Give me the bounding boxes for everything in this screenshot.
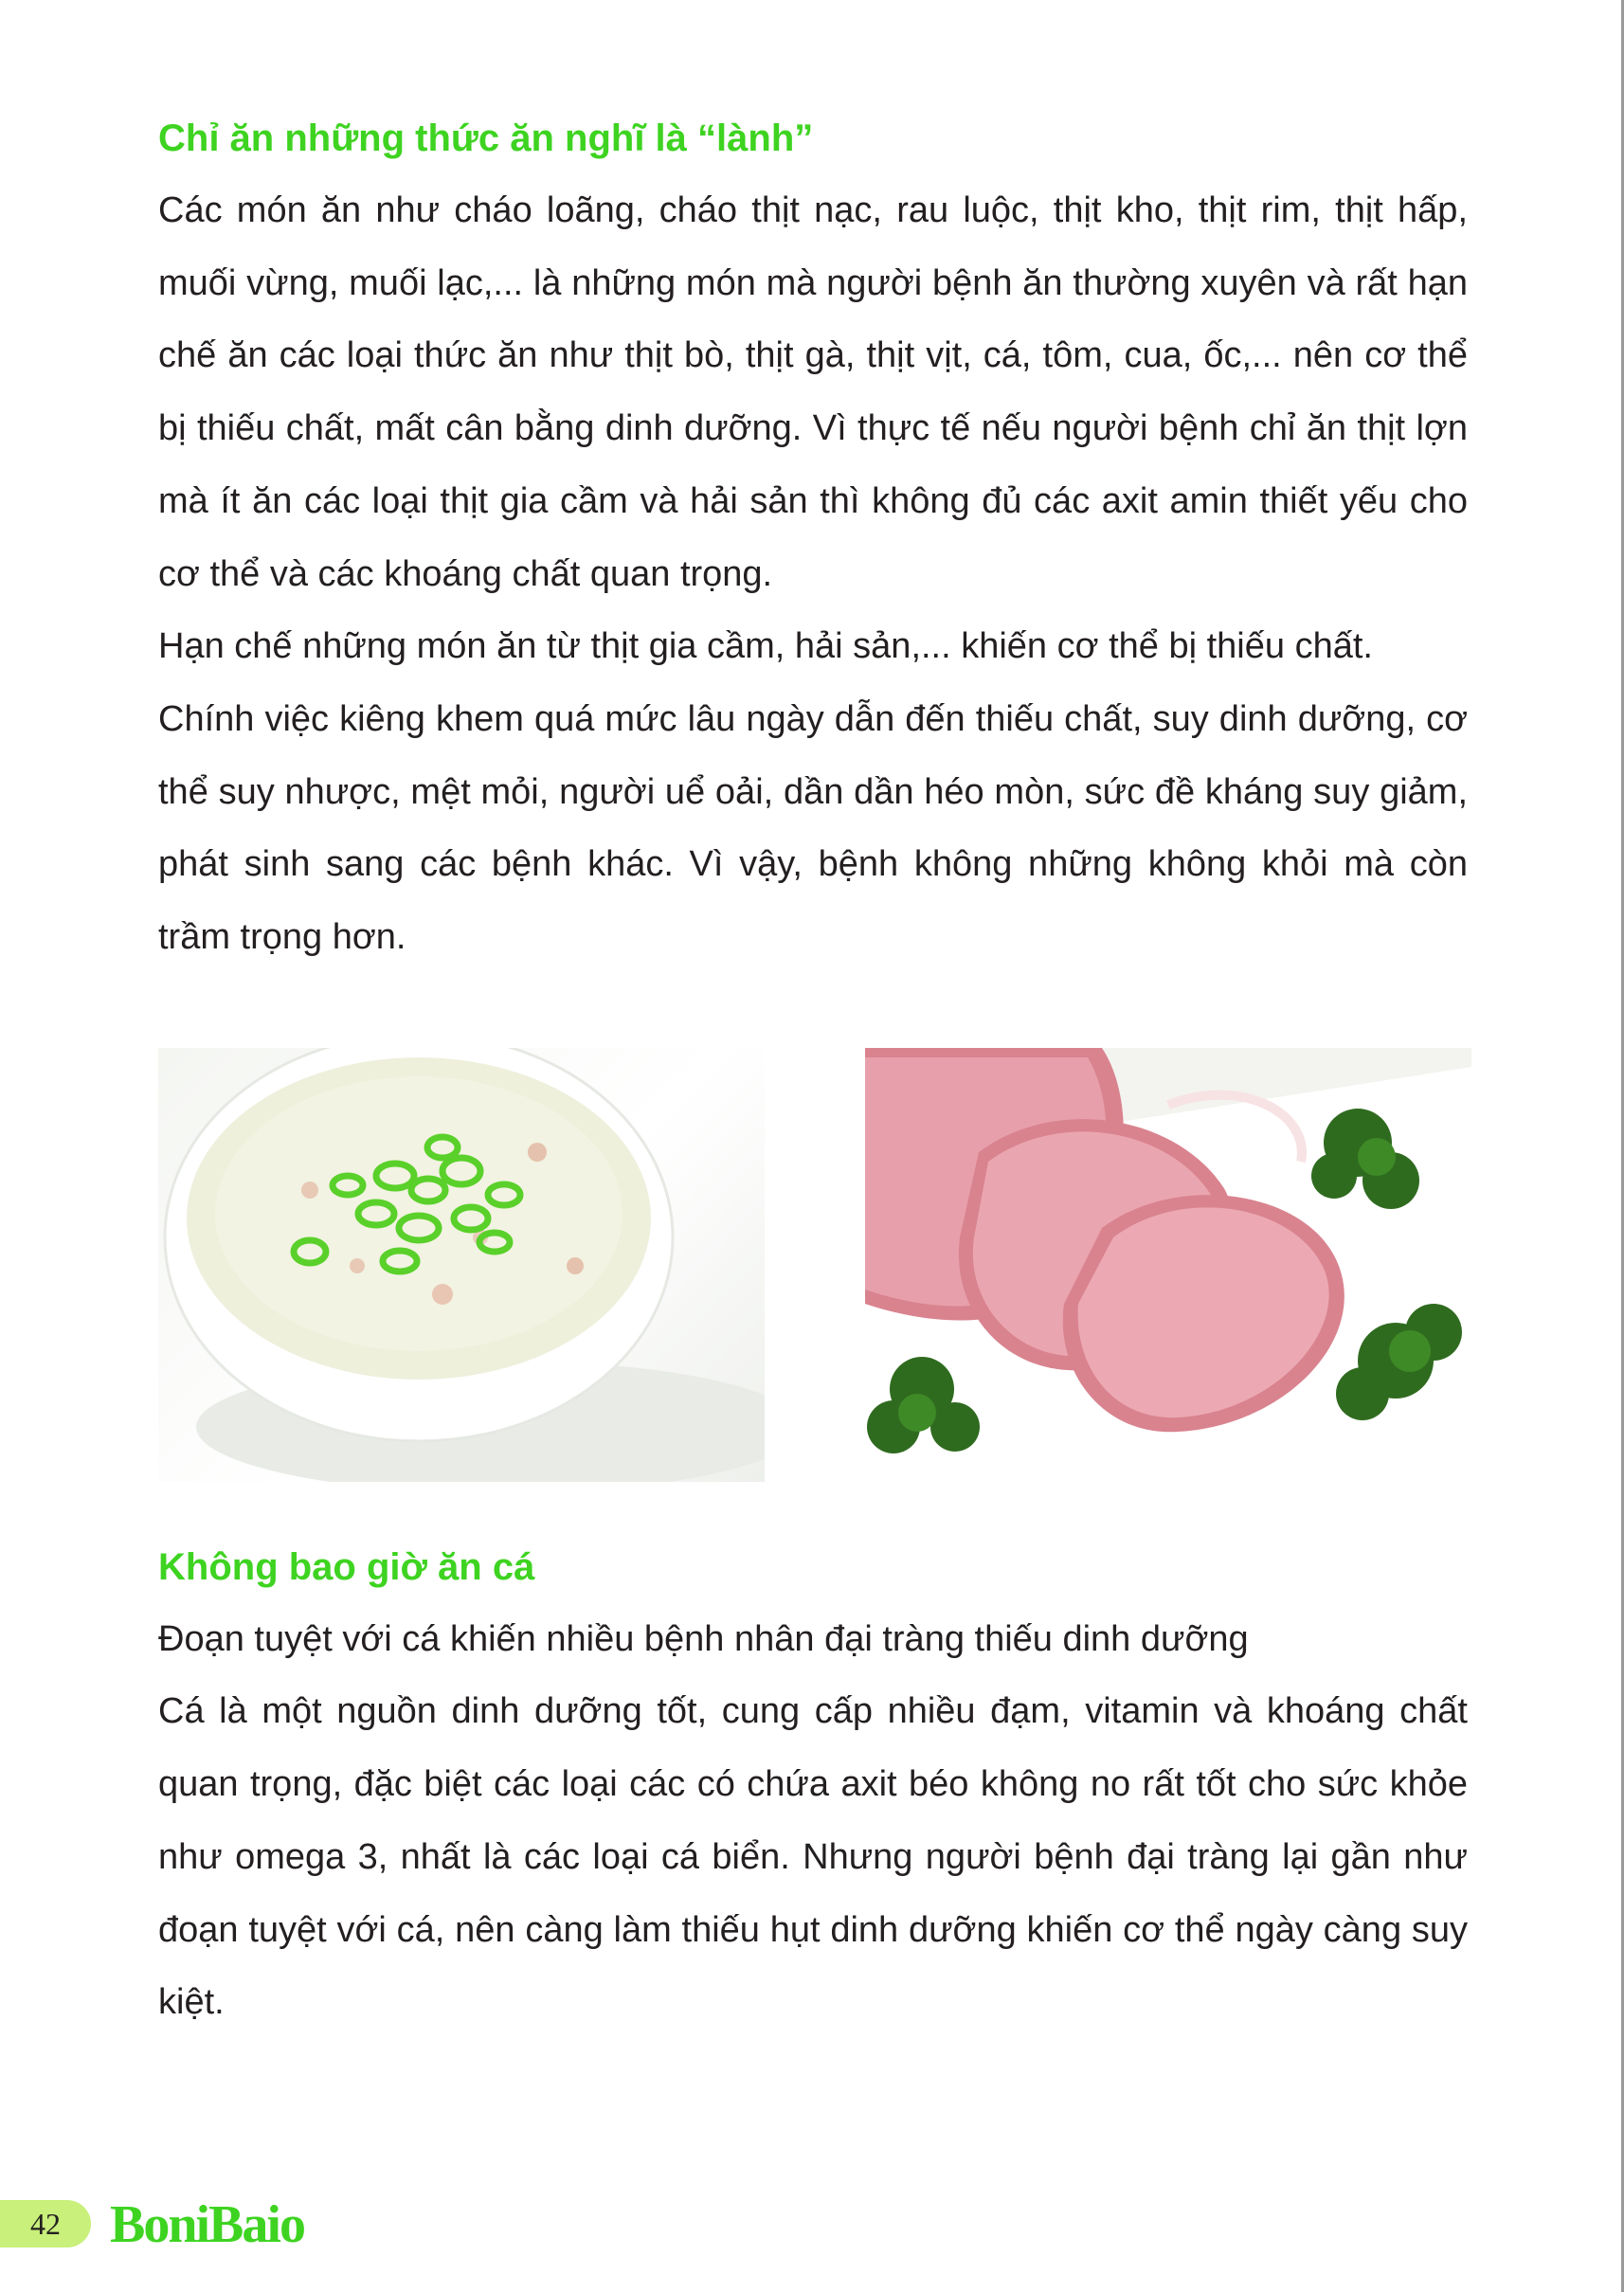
brand-logo: BoniBaio: [110, 2195, 304, 2254]
paragraph: Đoạn tuyệt với cá khiến nhiều bệnh nhân đại tràng thiếu dinh dưỡng: [158, 1618, 1249, 1659]
section-heading-no-fish: Không bao giờ ăn cá: [158, 1545, 535, 1588]
paragraph: Cá là một nguồn dinh dưỡng tốt, cung cấp nhiều đạm, vitamin và khoáng chất quan trọng, đặc biệt các loại các có chứa axit béo không no rất tốt cho sức khỏe như omega 3, nhất là các loại cá biển. Nhưng người bệnh đại tràng lại gần như đoạn tuyệt với cá, nên càng làm thiếu hụt dinh dưỡng khiến cơ thể ngày càng suy kiệt.: [158, 1691, 1468, 2023]
porridge-illustration: [158, 1048, 765, 1482]
paragraph: Hạn chế những món ăn từ thịt gia cầm, hải sản,... khiến cơ thể bị thiếu chất.: [158, 626, 1373, 667]
paragraph: Các món ăn như cháo loãng, cháo thịt nạc, rau luộc, thịt kho, thịt rim, thịt hấp, muối vừng, muối lạc,... là những món mà người bệnh ăn thường xuyên và rất hạn chế ăn các loại thức ăn như thịt bò, thịt gà, thịt vịt, cá, tôm, cua, ốc,... nên cơ thể bị thiếu chất, mất cân bằng dinh dưỡng. Vì thực tế nếu người bệnh chỉ ăn thịt lợn mà ít ăn các loại thịt gia cầm và hải sản thì không đủ các axit amin thiết yếu cho cơ thể và các khoáng chất quan trọng.: [158, 190, 1468, 594]
image-row: [158, 1048, 1468, 1482]
porridge-image: [158, 1048, 765, 1482]
page-number: 42: [0, 2200, 91, 2247]
section-heading-healthy-foods: Chỉ ăn những thức ăn nghĩ là “lành”: [158, 117, 814, 159]
page-footer: [0, 2195, 398, 2254]
paragraph: Chính việc kiêng khem quá mức lâu ngày dẫn đến thiếu chất, suy dinh dưỡng, cơ thể suy nhược, mệt mỏi, người uể oải, dần dần héo mòn, sức đề kháng suy giảm, phát sinh sang các bệnh khác. Vì vậy, bệnh không những không khỏi mà còn trầm trọng hơn.: [158, 698, 1468, 958]
pork-image: [865, 1048, 1471, 1482]
pork-illustration: [865, 1048, 1471, 1482]
page-content: [158, 102, 1468, 2039]
